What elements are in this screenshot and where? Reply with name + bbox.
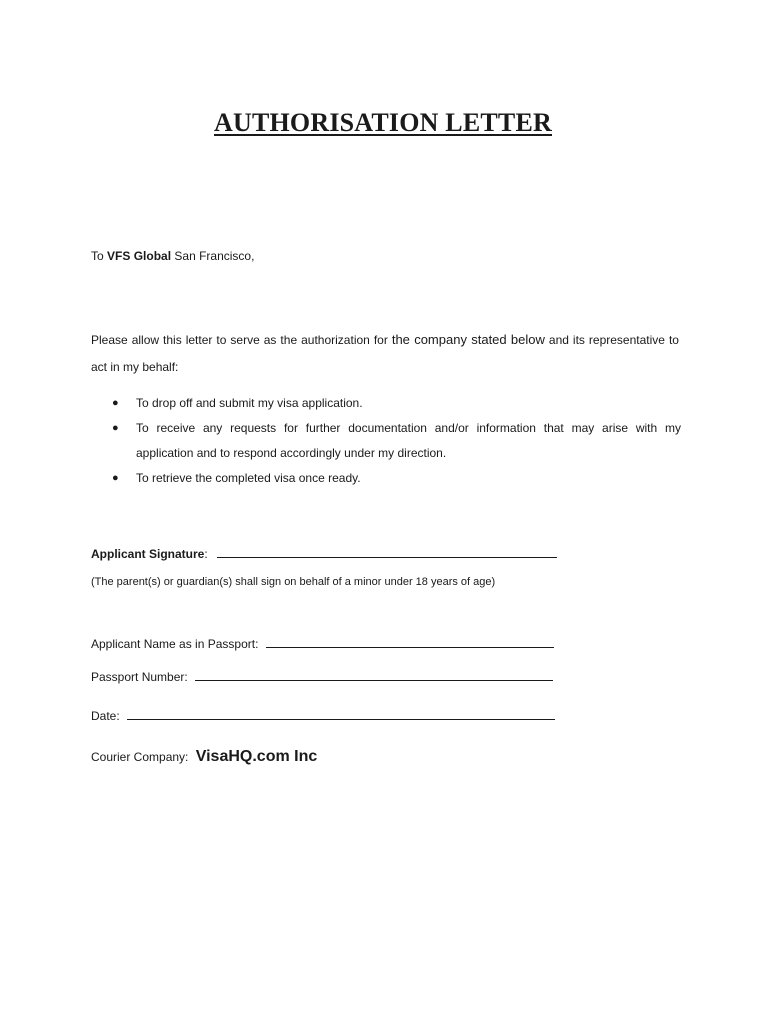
- authorization-list: [91, 391, 681, 491]
- courier-label: Courier Company:: [91, 750, 189, 764]
- signature-field[interactable]: [217, 546, 557, 558]
- name-label: Applicant Name as in Passport:: [91, 637, 259, 651]
- name-line: [91, 636, 554, 651]
- date-label: Date:: [91, 709, 120, 723]
- signature-line: [91, 546, 557, 561]
- list-item: [91, 466, 681, 491]
- guardian-note: (The parent(s) or guardian(s) shall sign on behalf of a minor under 18 years of age): [91, 576, 496, 588]
- date-line: [91, 708, 555, 723]
- passport-field[interactable]: [195, 669, 553, 681]
- paragraph-part-3: and its representative to act in my behalf:: [91, 333, 679, 374]
- bullet-icon: ●: [112, 472, 119, 484]
- list-item: [91, 391, 681, 416]
- letter-title: AUTHORISATION LETTER: [214, 108, 552, 137]
- addressee-line: [91, 249, 254, 263]
- list-item-text: To retrieve the completed visa once ready.: [136, 471, 361, 485]
- bullet-icon: ●: [112, 397, 119, 409]
- signature-label: Applicant Signature: [91, 547, 205, 561]
- list-item: [91, 416, 681, 466]
- date-field[interactable]: [127, 708, 555, 720]
- list-item-text: To receive any requests for further documentation and/or information that may arise with my application and to respond accordingly under my direction.: [136, 421, 681, 460]
- passport-line: [91, 669, 553, 684]
- addressee-prefix: To: [91, 249, 104, 263]
- bullet-icon: ●: [112, 422, 119, 434]
- passport-label: Passport Number:: [91, 670, 188, 684]
- name-field[interactable]: [266, 636, 554, 648]
- paragraph-part-1: Please allow this letter to serve as the authorization for: [91, 333, 392, 347]
- signature-colon: :: [204, 547, 208, 561]
- list-item-text: To drop off and submit my visa application.: [136, 396, 363, 410]
- addressee-org: VFS Global: [107, 249, 172, 263]
- courier-line: [91, 748, 317, 766]
- addressee-location: San Francisco,: [174, 249, 255, 263]
- authorization-paragraph: [91, 326, 679, 381]
- courier-company: VisaHQ.com Inc: [195, 748, 318, 765]
- paragraph-part-2: the company stated below: [391, 332, 545, 347]
